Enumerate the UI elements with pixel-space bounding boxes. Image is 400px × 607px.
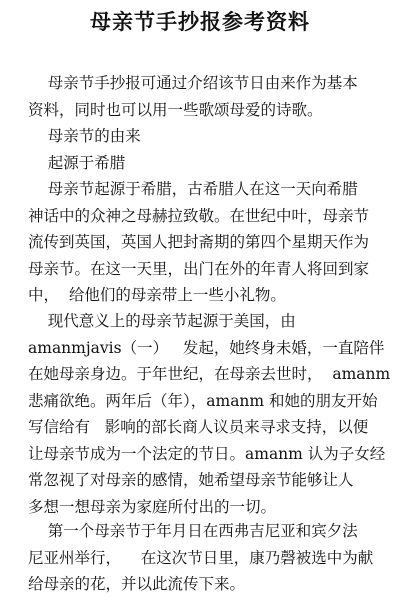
text-line: 流传到英国，英国人把封斋期的第四个星期天作为 [28, 233, 370, 251]
document-title: 母亲节手抄报参考资料 [90, 10, 310, 34]
first-mothers-day-paragraph [28, 518, 380, 598]
text-line: 第一个母亲节于年月日在西弗吉尼亚和宾夕法 [28, 522, 358, 540]
text-line: 母亲节手抄报可通过介绍该节日由来作为基本 [28, 74, 358, 92]
text-line: 中， 给他们的母亲带上一些小礼物。 [28, 286, 286, 304]
text-line: 让母亲节成为一个法定的节日。amanm 认为子女经 [28, 444, 386, 463]
text-line: 母亲节。在这一天里，出门在外的年青人将回到家 [28, 259, 370, 278]
origin-greece-paragraph [28, 176, 380, 309]
text-line: 给母亲的花，并以此流传下来。 [28, 575, 246, 593]
subsection-heading [28, 150, 380, 177]
intro-paragraph [28, 70, 380, 123]
text-line: 母亲节的由来 [28, 127, 141, 145]
text-line: amanmjavis（一） 发起，她终身未婚，一直陪伴 [28, 338, 385, 357]
text-line: 资料，同时也可以用一些歌颂母爱的诗歌。 [28, 100, 323, 119]
text-line: 神话中的众神之母赫拉致敬。在世纪中叶，母亲节 [28, 206, 370, 225]
text-line: 起源于希腊 [28, 154, 126, 172]
text-line: 尼亚州举行， 在这次节日里，康乃磬被选中为献 [28, 548, 374, 567]
text-line: 常忽视了对母亲的感情，她希望母亲节能够让人 [28, 471, 354, 489]
text-line: 母亲节起源于希腊，古希腊人在这一天向希腊 [28, 180, 358, 198]
text-line: 写信给有 影响的部长商人议员来寻求支持，以便 [28, 418, 369, 436]
text-line: 悲痛欲绝。两年后（年），amanm 和她的朋友开始 [28, 391, 378, 410]
section-heading [28, 123, 380, 150]
text-line: 现代意义上的母亲节起源于美国，由 [28, 312, 296, 330]
text-line: 在她母亲身边。于年世纪，在母亲去世时， amanm [28, 365, 391, 383]
text-line: 多想一想母亲为家庭所付出的一切。 [28, 497, 277, 516]
modern-origin-paragraph [28, 308, 391, 520]
